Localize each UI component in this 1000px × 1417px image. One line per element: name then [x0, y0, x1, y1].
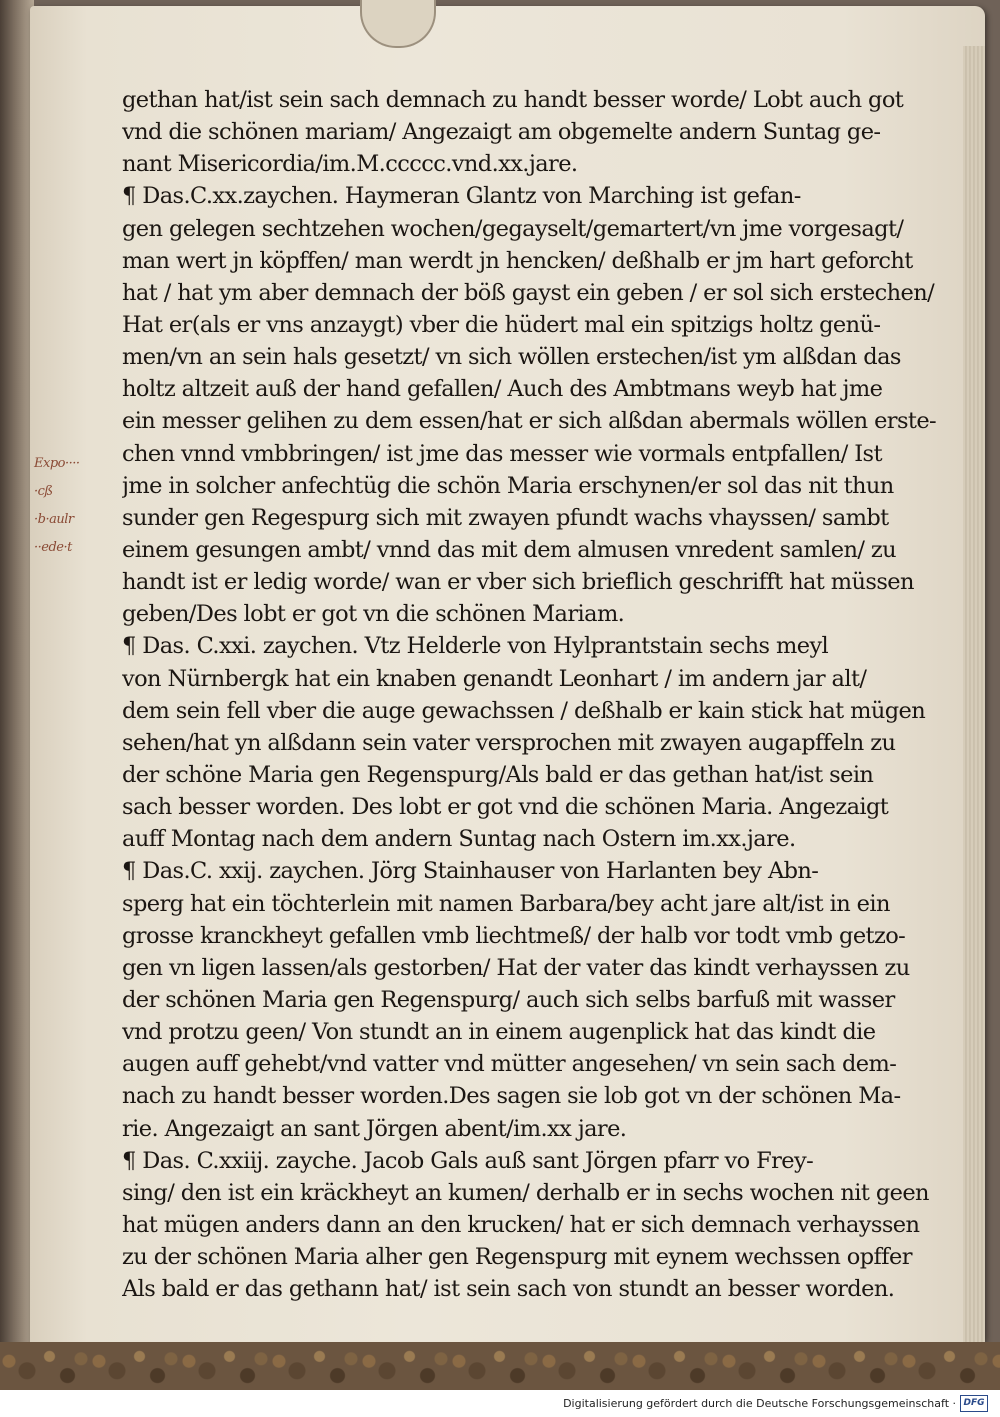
text-line: handt ist er ledig worde/ wan er vber sich brieflich geschrifft hat müssen — [122, 569, 914, 596]
text-line: rie. Angezaigt an sant Jörgen abent/im.xx jare. — [122, 1115, 627, 1142]
text-line: augen auff gehebt/vnd vatter vnd mütter angesehen/ vn sein sach dem- — [122, 1051, 897, 1078]
text-line: der schönen Maria gen Regenspurg/ auch sich selbs barfuß mit wasser — [122, 986, 895, 1013]
dfg-logo: DFG — [960, 1395, 988, 1412]
text-line: ¶ Das.C.xx.zaychen. Haymeran Glantz von Marching ist gefan- — [122, 183, 801, 210]
text-line: gethan hat/ist sein sach demnach zu handt besser worde/ Lobt auch got — [122, 87, 904, 113]
margin-note: ·b·aulr — [34, 512, 74, 527]
text-line: Hat er(als er vns anzaygt) vber die hüdert mal ein spitzigs holtz genü- — [122, 311, 881, 338]
text-line: einem gesungen ambt/ vnnd das mit dem almusen vnredent samlen/ zu — [122, 536, 897, 563]
text-line: vnd protzu geen/ Von stundt an in einem augenplick hat das kindt die — [122, 1019, 876, 1046]
text-line: sehen/hat yn alßdann sein vater versprochen mit zwayen augapffeln zu — [122, 729, 896, 756]
page-edge-stack — [963, 46, 985, 1346]
text-line: zu der schönen Maria alher gen Regenspurg mit eynem wechssen opffer — [122, 1244, 912, 1271]
text-line: man wert jn köpffen/ man werdt jn hencken/ deßhalb er jm hart geforcht — [122, 247, 913, 274]
text-line: sperg hat ein töchterlein mit namen Barbara/bey acht jare alt/ist in ein — [122, 890, 890, 917]
marbled-cover-board — [0, 1342, 1000, 1390]
text-line: dem sein fell vber die auge gewachssen / deßhalb er kain stick hat mügen — [122, 697, 926, 724]
text-line: nant Misericordia/im.M.ccccc.vnd.xx.jare. — [122, 151, 578, 178]
funding-credit: Digitalisierung gefördert durch die Deutsche Forschungsgemeinschaft · — [563, 1397, 956, 1410]
text-line: der schöne Maria gen Regenspurg/Als bald er das gethan hat/ist sein — [122, 761, 874, 788]
text-line: geben/Des lobt er got vn die schönen Mariam. — [122, 601, 625, 628]
text-line: ¶ Das. C.xxi. zaychen. Vtz Helderle von Hylprantstain sechs meyl — [122, 633, 829, 660]
footer-bar — [0, 1390, 1000, 1417]
text-line: sing/ den ist ein kräckheyt an kumen/ derhalb er in sechs wochen nit geen — [122, 1179, 929, 1206]
text-line: gen vn ligen lassen/als gestorben/ Hat der vater das kindt verhayssen zu — [122, 954, 910, 981]
text-line: hat mügen anders dann an den krucken/ hat er sich demnach verhayssen — [122, 1211, 920, 1238]
text-line: vnd die schönen mariam/ Angezaigt am obgemelte andern Suntag ge- — [122, 119, 881, 146]
text-line: ein messer gelihen zu dem essen/hat er sich alßdan abermals wöllen erste- — [122, 408, 937, 435]
text-line: ¶ Das. C.xxiij. zayche. Jacob Gals auß sant Jörgen pfarr vo Frey- — [122, 1147, 814, 1174]
text-line: sunder gen Regespurg sich mit zwayen pfundt wachs vhayssen/ sambt — [122, 504, 889, 531]
text-line: grosse kranckheyt gefallen vmb liechtmeß/ der halb vor todt vmb getzo- — [122, 922, 906, 949]
margin-note: Expo···· — [34, 456, 80, 471]
text-line: chen vnnd vmbbringen/ ist jme das messer wie vormals entpfallen/ Ist — [122, 440, 882, 467]
text-line: auff Montag nach dem andern Suntag nach Ostern im.xx.jare. — [122, 826, 796, 853]
page-text-block — [122, 84, 942, 1305]
text-line: von Nürnbergk hat ein knaben genandt Leonhart / im andern jar alt/ — [122, 665, 867, 692]
text-line: hat / hat ym aber demnach der böß gayst ein geben / er sol sich erstechen/ — [122, 279, 935, 306]
text-line: ¶ Das.C. xxij. zaychen. Jörg Stainhauser von Harlanten bey Abn- — [122, 858, 819, 885]
text-line: nach zu handt besser worden.Des sagen sie lob got vn der schönen Ma- — [122, 1083, 901, 1110]
text-line: holtz altzeit auß der hand gefallen/ Auch des Ambtmans weyb hat jme — [122, 376, 883, 403]
margin-note: ··ede·t — [34, 540, 72, 555]
text-line: Als bald er das gethann hat/ ist sein sach von stundt an besser worden. — [122, 1276, 895, 1303]
margin-annotations — [34, 450, 124, 562]
book-binding — [0, 0, 34, 1390]
text-line: sach besser worden. Des lobt er got vnd die schönen Maria. Angezaigt — [122, 794, 889, 821]
text-line: jme in solcher anfechtüg die schön Maria erschynen/er sol das nit thun — [122, 472, 894, 499]
text-line: gen gelegen sechtzehen wochen/gegayselt/gemartert/vn jme vorgesagt/ — [122, 215, 904, 242]
text-line: men/vn an sein hals gesetzt/ vn sich wöllen erstechen/ist ym alßdan das — [122, 344, 901, 371]
margin-note: ·cß — [34, 484, 53, 499]
